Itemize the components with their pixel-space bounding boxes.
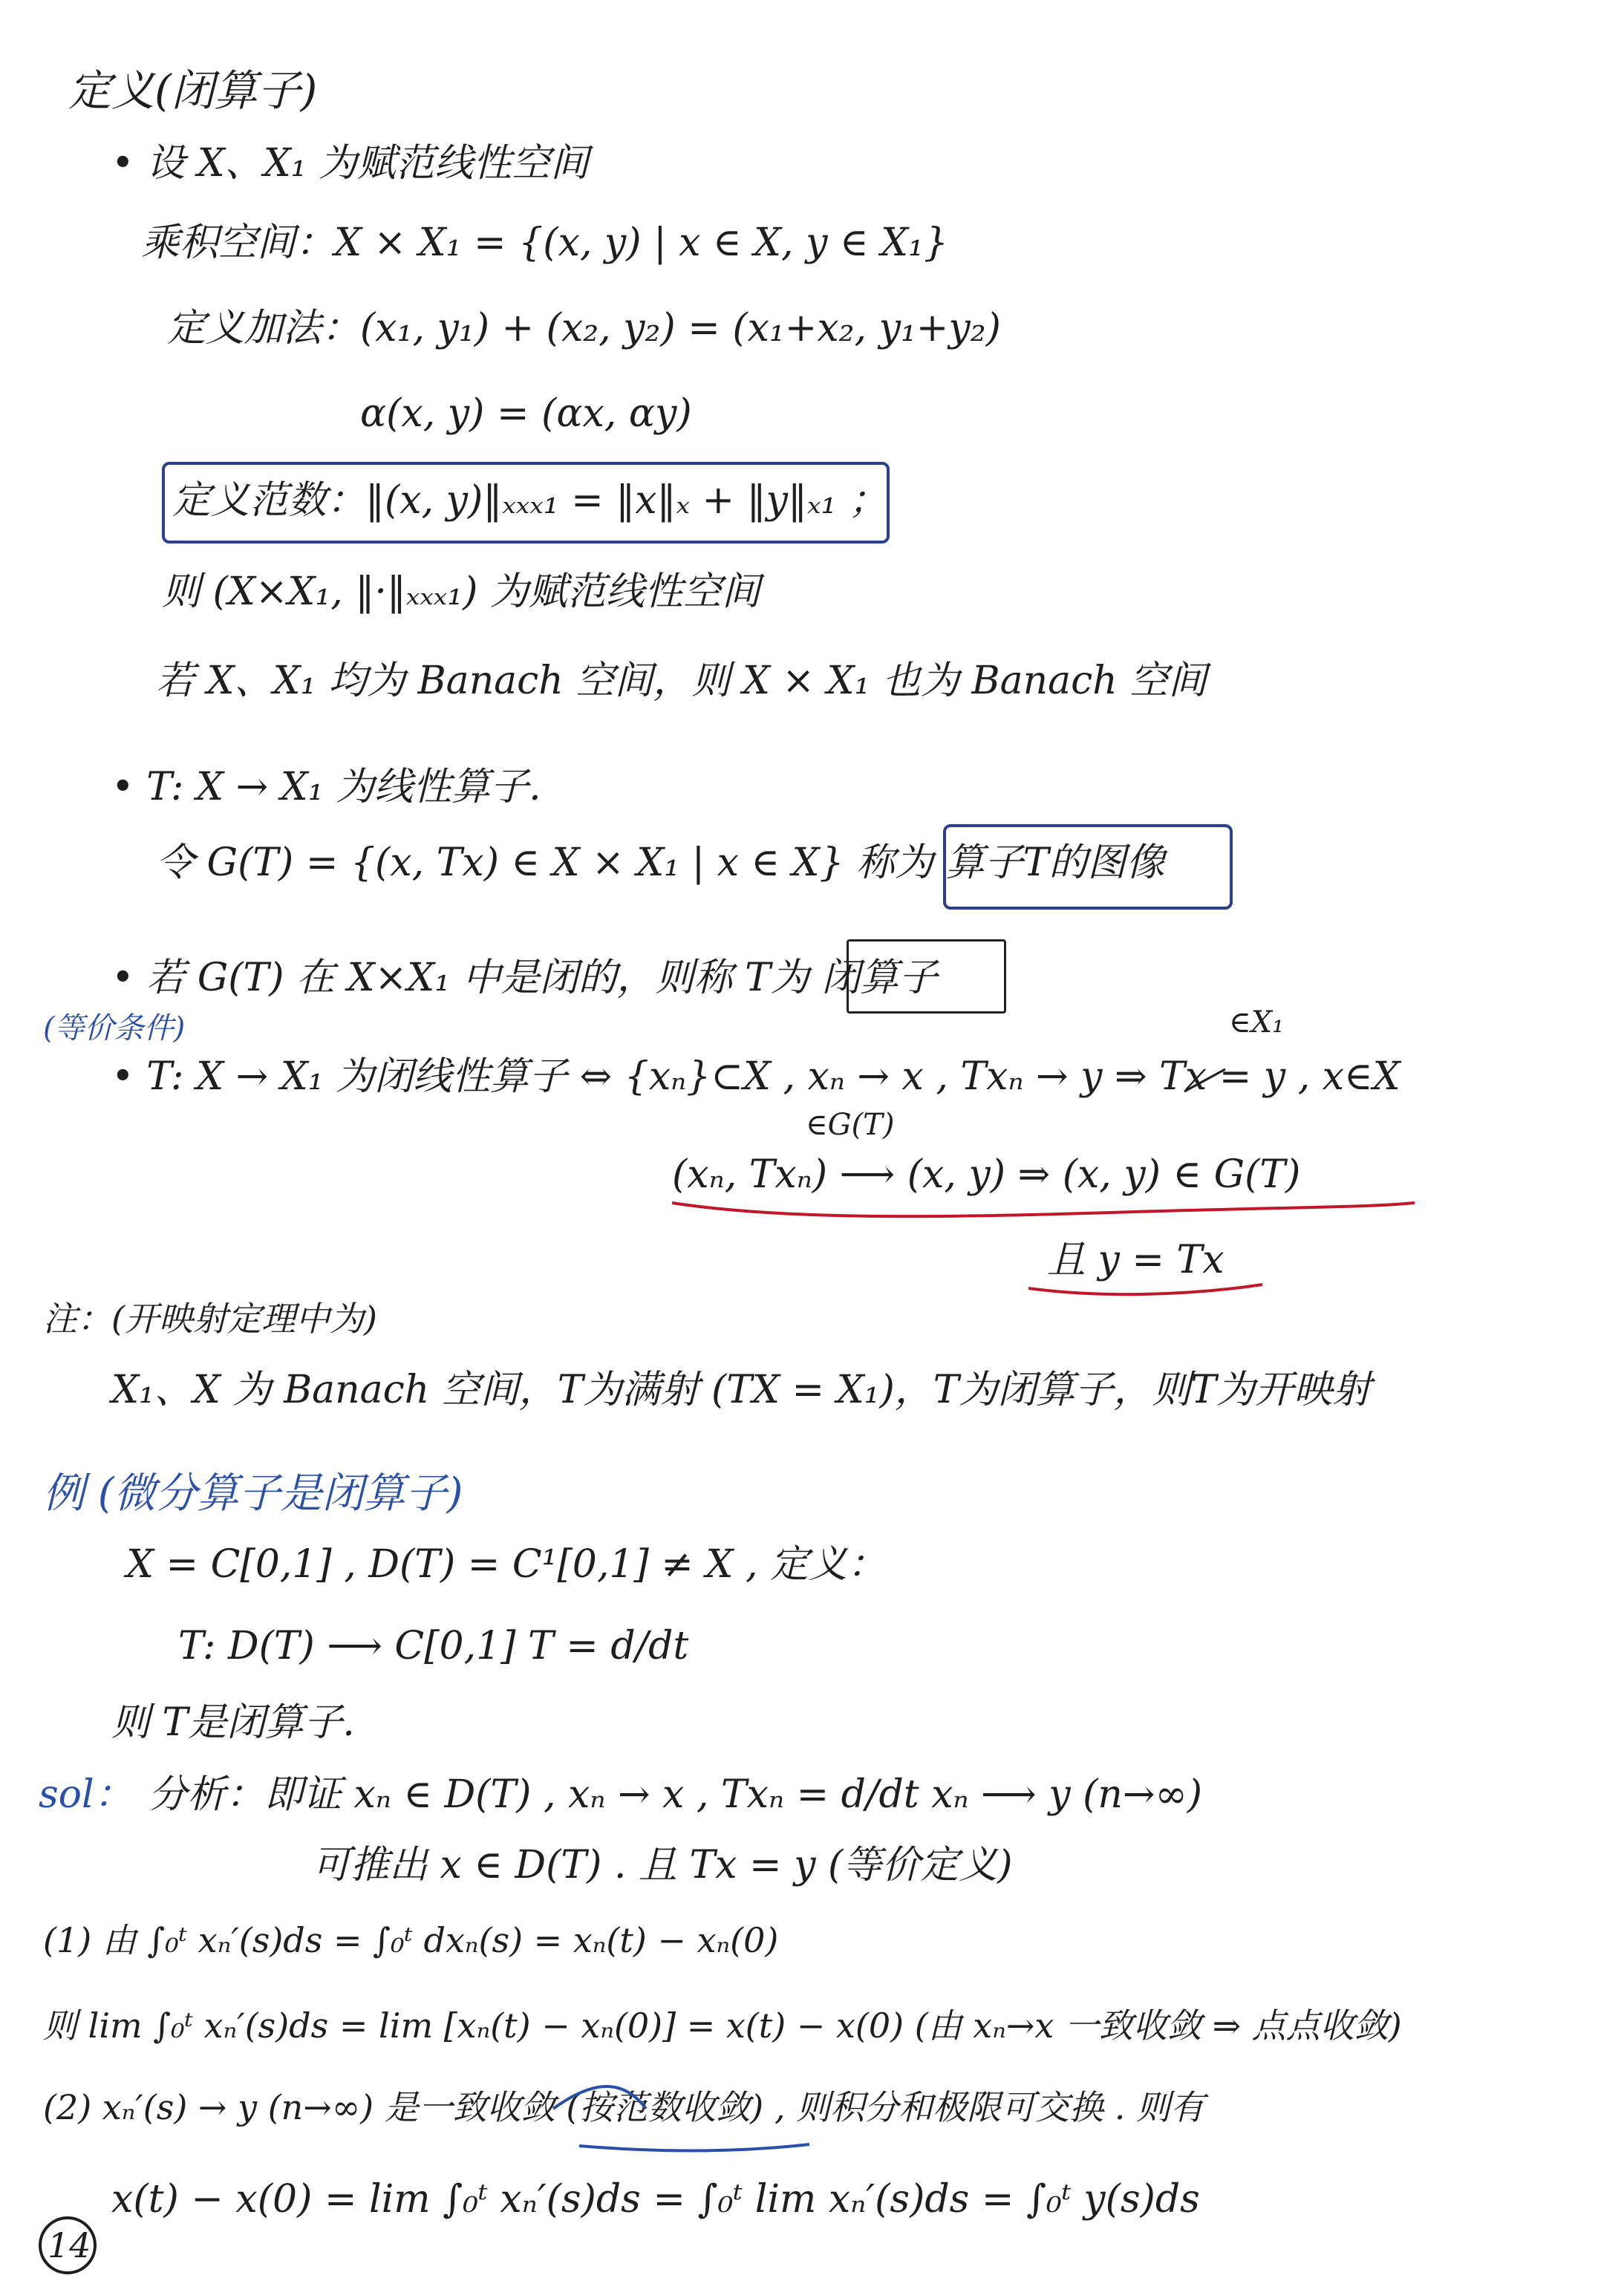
line-normed-spaces: • 设 X、X₁ 为赋范线性空间 (111, 141, 590, 186)
line-graph-convergence: (xₙ, Txₙ) ⟶ (x, y) ⇒ (x, y) ∈ G(T) (672, 1152, 1301, 1197)
example-title: 例 (微分算子是闭算子) (43, 1469, 463, 1518)
note-label: 注：(开映射定理中为) (43, 1299, 377, 1339)
line-limit-step: 则 lim ∫₀ᵗ xₙ′(s)ds = lim [xₙ(t) − xₙ(0)] = x(t) − x(0) (由 xₙ→x 一致收敛 ⇒ 点点收敛) (43, 2006, 1402, 2046)
superscript-in-X1: ∈X₁ (1229, 1005, 1285, 1040)
line-closed-criterion: • T: X → X₁ 为闭线性算子 ⇔ {xₙ}⊂X , xₙ → x , Txₙ → y ⇒ Tx = y , x∈X (111, 1054, 1400, 1099)
line-spaces-setup: X = C[0,1] , D(T) = C¹[0,1] ≠ X , 定义： (126, 1542, 887, 1587)
page-number: 14 (48, 2225, 91, 2265)
line-step-2: (2) xₙ′(s) → y (n→∞) 是一致收敛 (按范数收敛) , 则积分和极限可交换 . 则有 (43, 2087, 1204, 2127)
line-linear-operator: • T: X → X₁ 为线性算子. (111, 765, 541, 809)
line-claim-closed: 则 T是闭算子. (111, 1700, 355, 1745)
line-graph-definition: 令 G(T) = {(x, Tx) ∈ X × X₁ | x ∈ X} 称为 算子T的图像 (156, 841, 1165, 885)
blue-arrow-equivalence (553, 2086, 646, 2109)
solution-label: sol： (39, 1772, 133, 1817)
line-step-1: (1) 由 ∫₀ᵗ xₙ′(s)ds = ∫₀ᵗ dxₙ(s) = xₙ(t) − xₙ(0) (43, 1920, 779, 1960)
line-norm-definition: 定义范数：‖(x, y)‖ₓₓₓ₁ = ‖x‖ₓ + ‖y‖ₓ₁ ； (172, 478, 887, 523)
line-product-space: 乘积空间：X × X₁ = {(x, y) | x ∈ X, y ∈ X₁} (141, 221, 948, 265)
equivalent-condition-note: (等价条件) (43, 1011, 186, 1045)
section-title: 定义(闭算子) (68, 65, 318, 116)
red-underline-y-tx (1028, 1285, 1262, 1294)
line-y-equals-tx: 且 y = Tx (1047, 1238, 1224, 1282)
line-integral-result: x(t) − x(0) = lim ∫₀ᵗ xₙ′(s)ds = ∫₀ᵗ lim xₙ′(s)ds = ∫₀ᵗ y(s)ds (111, 2177, 1200, 2222)
red-underline-convergence (672, 1203, 1415, 1216)
line-analysis: 分析：即证 xₙ ∈ D(T) , xₙ → x , Txₙ = d/dt xₙ ⟶ y (n→∞) (149, 1772, 1203, 1817)
line-addition: 定义加法：(x₁, y₁) + (x₂, y₂) = (x₁+x₂, y₁+y₂) (167, 306, 1001, 350)
line-scalar-mult: α(x, y) = (αx, αy) (360, 391, 692, 436)
line-banach-product: 若 X、X₁ 均为 Banach 空间，则 X × X₁ 也为 Banach 空间 (156, 659, 1207, 703)
line-open-mapping: X₁、X 为 Banach 空间，T为满射 (TX = X₁)，T为闭算子，则T为开映射 (111, 1368, 1372, 1412)
line-closed-definition: • 若 G(T) 在 X×X₁ 中是闭的，则称 T为 闭算子 (111, 956, 938, 1000)
line-deduce: 可推出 x ∈ D(T) . 且 Tx = y (等价定义) (312, 1843, 1013, 1887)
blue-underline-uniform (579, 2144, 809, 2151)
line-normed-product: 则 (X×X₁, ‖·‖ₓₓₓ₁) 为赋范线性空间 (162, 570, 760, 614)
superscript-in-graph: ∈G(T) (806, 1108, 895, 1142)
superscript-pointer (1184, 1069, 1225, 1091)
line-derivative-operator: T: D(T) ⟶ C[0,1] T = d/dt (178, 1624, 689, 1668)
